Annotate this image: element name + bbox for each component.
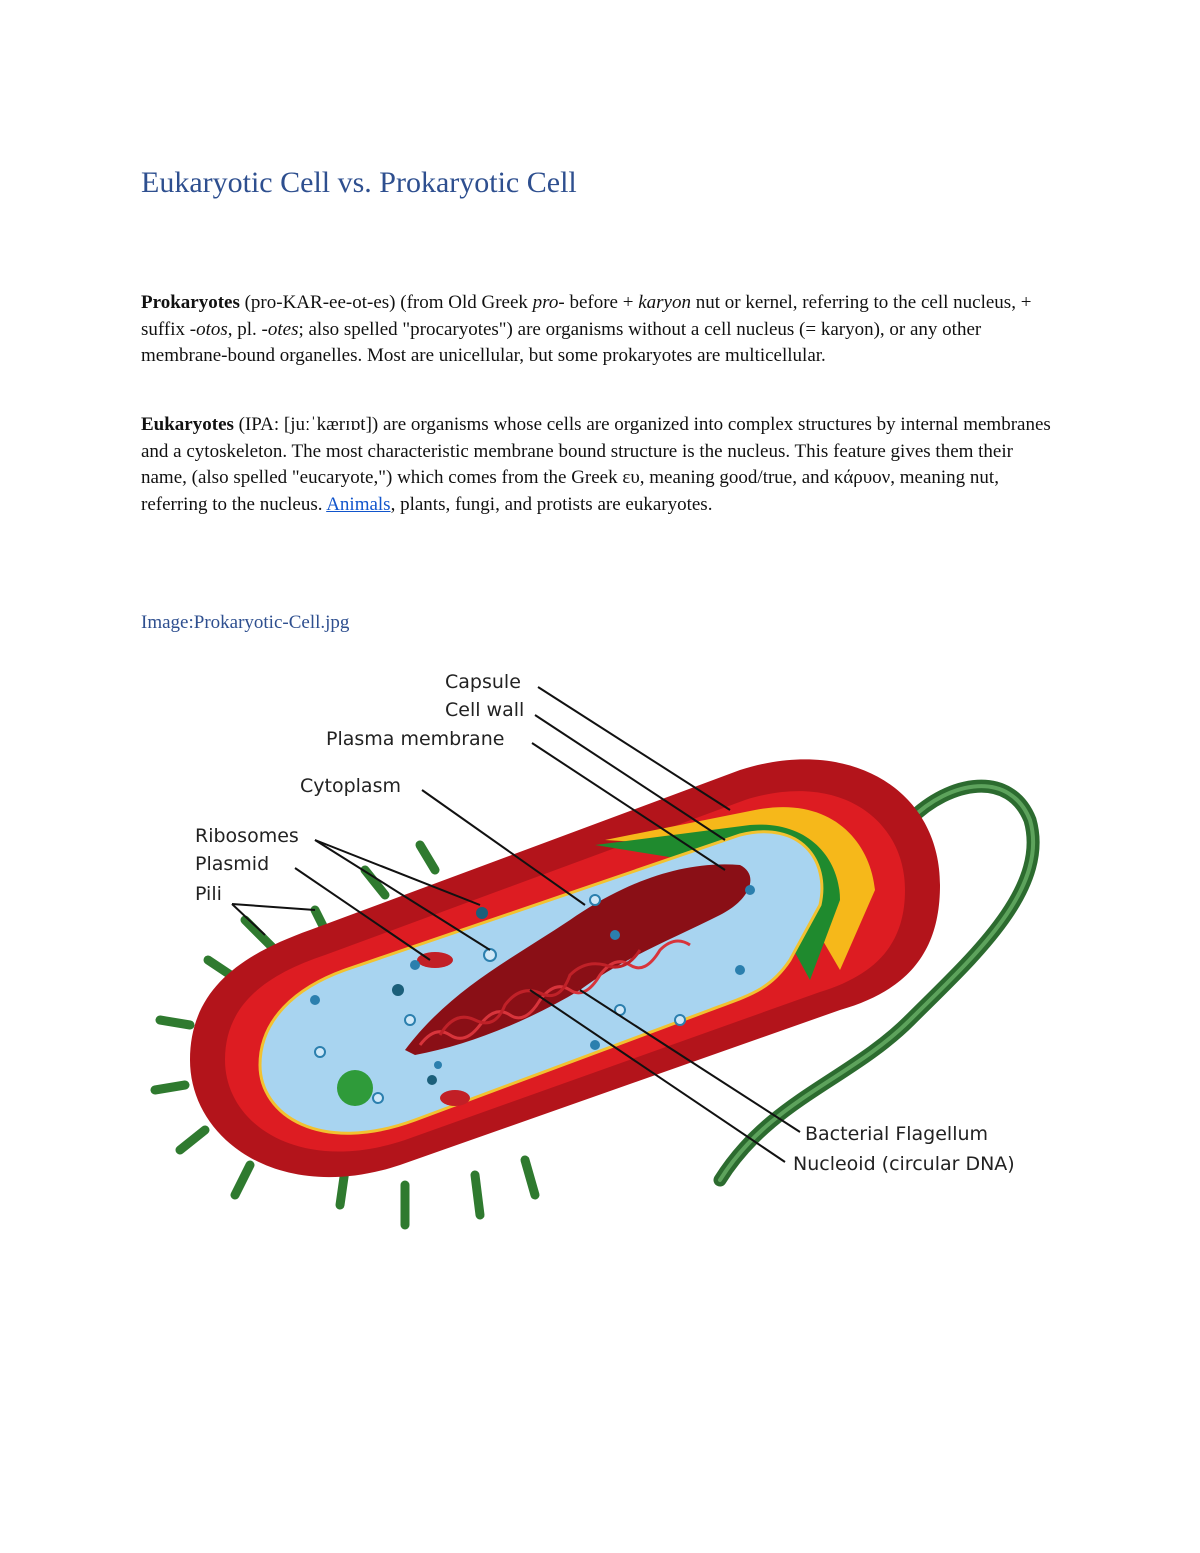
pilus xyxy=(160,1020,190,1025)
capsule-pointer xyxy=(538,687,730,810)
label-ribosomes: Ribosomes xyxy=(195,825,299,847)
ribosome xyxy=(373,1093,383,1103)
ribosomes-pointer-1 xyxy=(315,840,480,905)
ribosome xyxy=(392,984,404,996)
ribosome xyxy=(434,1061,442,1069)
ribosome xyxy=(310,995,320,1005)
text-run: (pro-KAR-ee-ot-es) (from Old Greek xyxy=(239,292,533,313)
ribosome xyxy=(476,907,488,919)
prokaryotes-paragraph xyxy=(141,290,1061,370)
animals-link[interactable]: Animals xyxy=(326,493,391,515)
text-run: nut or kernel, referring to the cell nucleus, + suffix - xyxy=(141,292,1032,340)
italic-run: otes xyxy=(267,318,299,340)
label-cell-wall: Cell wall xyxy=(445,699,525,721)
pili-pointer-2 xyxy=(232,904,265,935)
ribosome xyxy=(675,1015,685,1025)
pilus xyxy=(155,1085,185,1090)
ribosome xyxy=(427,1075,437,1085)
page-title: Eukaryotic Cell vs. Prokaryotic Cell xyxy=(141,166,577,199)
label-pili: Pili xyxy=(195,883,222,905)
ribosome xyxy=(735,965,745,975)
granule-shape xyxy=(337,1070,373,1106)
text-run: (IPA: [juːˈkærɪɒt]) are organisms whose cells are organized into complex structures by internal membranes and a cytoskeleton. The most characteristic membrane bound structure is the nucleus. This feature gives them their name, (also spelled "eucaryote,") which comes from the Greek ευ, meaning good/true, and κάρυον, meaning nut, referring to the nucleus. xyxy=(141,414,1051,515)
italic-run: otos xyxy=(196,318,228,340)
ribosome xyxy=(590,895,600,905)
label-flagellum: Bacterial Flagellum xyxy=(805,1123,989,1145)
plasmid-shape xyxy=(440,1090,470,1106)
label-nucleoid: Nucleoid (circular DNA) xyxy=(793,1153,1015,1175)
pilus xyxy=(245,920,275,950)
pilus xyxy=(420,845,435,870)
pilus xyxy=(525,1160,535,1195)
text-run: ; also spelled "procaryotes") are organisms without a cell nucleus (= karyon), or any other membrane-bound organelles. Most are unicellular, but some prokaryotes are multicellular. xyxy=(141,318,982,366)
pilus xyxy=(235,1165,250,1195)
pilus xyxy=(180,1130,205,1150)
label-plasmid: Plasmid xyxy=(195,853,270,875)
prokaryotes-term: Prokaryotes xyxy=(141,292,240,313)
ribosome xyxy=(315,1047,325,1057)
label-capsule: Capsule xyxy=(445,671,521,693)
text-run: before + xyxy=(564,292,639,313)
ribosome xyxy=(610,930,620,940)
text-run: , pl. - xyxy=(227,318,268,340)
ribosome xyxy=(410,960,420,970)
ribosome xyxy=(484,949,496,961)
italic-run: pro- xyxy=(532,292,565,313)
label-plasma-membrane: Plasma membrane xyxy=(326,728,505,750)
ribosome xyxy=(405,1015,415,1025)
prokaryotic-cell-diagram xyxy=(150,660,1060,1240)
text-run: , plants, fungi, and protists are eukaryotes. xyxy=(390,493,713,515)
eukaryotes-paragraph xyxy=(141,412,1061,518)
pili-pointer-1 xyxy=(232,904,315,910)
image-caption: Image:Prokaryotic-Cell.jpg xyxy=(141,612,350,633)
label-cytoplasm: Cytoplasm xyxy=(300,775,401,797)
ribosome xyxy=(745,885,755,895)
ribosome xyxy=(590,1040,600,1050)
italic-run: karyon xyxy=(638,292,691,313)
eukaryotes-term: Eukaryotes xyxy=(141,414,234,435)
pilus xyxy=(475,1175,480,1215)
